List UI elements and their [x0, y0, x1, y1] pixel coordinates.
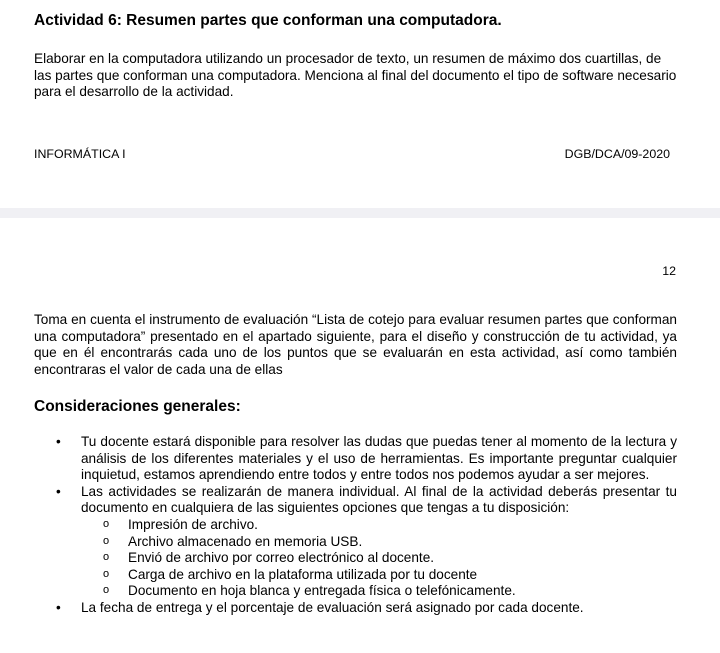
- document-page-1: [0, 0, 720, 208]
- considerations-list: [34, 434, 677, 617]
- delivery-options-list: [81, 517, 677, 600]
- list-item-text: La fecha de entrega y el porcentaje de evaluación será asignado por cada docente.: [81, 599, 584, 615]
- sub-list-item: o Documento en hoja blanca y entregada física o telefónicamente.: [81, 583, 677, 600]
- document-page-2: [0, 218, 720, 653]
- footer-code: DGB/DCA/09-2020: [564, 147, 670, 161]
- list-item: [34, 484, 677, 600]
- activity-title: Actividad 6: Resumen partes que conforman una computadora.: [34, 12, 502, 29]
- sub-list-item: o Envió de archivo por correo electrónico al docente.: [81, 550, 677, 567]
- list-item: [34, 434, 677, 484]
- activity-instructions: Elaborar en la computadora utilizando un procesador de texto, un resumen de máximo dos cuartillas, de las partes que conforman una computadora. Menciona al final del documento el tipo de software necesario para el desarrollo de la actividad.: [34, 51, 677, 99]
- list-item-text: Las actividades se realizarán de manera individual. Al final de la actividad deberás presentar tu documento en cualquiera de las siguientes opciones que tengas a tu disposición:: [81, 483, 677, 516]
- footer-subject: INFORMÁTICA I: [34, 147, 126, 161]
- sub-list-item: o Carga de archivo en la plataforma utilizada por tu docente: [81, 567, 677, 584]
- list-item-text: Tu docente estará disponible para resolver las dudas que puedas tener al momento de la lectura y análisis de los diferentes materiales y el uso de herramientas. Es importante preguntar cualquier inquietud, estamos aprendiendo entre todos y entre todos nos podemos ayudar a ser mejores.: [81, 434, 677, 483]
- evaluation-paragraph: Toma en cuenta el instrumento de evaluación “Lista de cotejo para evaluar resumen partes que conforman una computadora” presentado en el apartado siguiente, para el diseño y construcción de tu actividad, ya que en él encontrarás cada uno de los puntos que se evaluarán en esta actividad, así como también encontraras el valor de cada una de ellas: [34, 312, 677, 377]
- page-number: 12: [662, 264, 676, 278]
- page-separator: [0, 208, 720, 218]
- list-item: [34, 600, 677, 617]
- sub-list-item: o Archivo almacenado en memoria USB.: [81, 534, 677, 551]
- sub-list-item: o Impresión de archivo.: [81, 517, 677, 534]
- section-heading: Consideraciones generales:: [34, 398, 241, 415]
